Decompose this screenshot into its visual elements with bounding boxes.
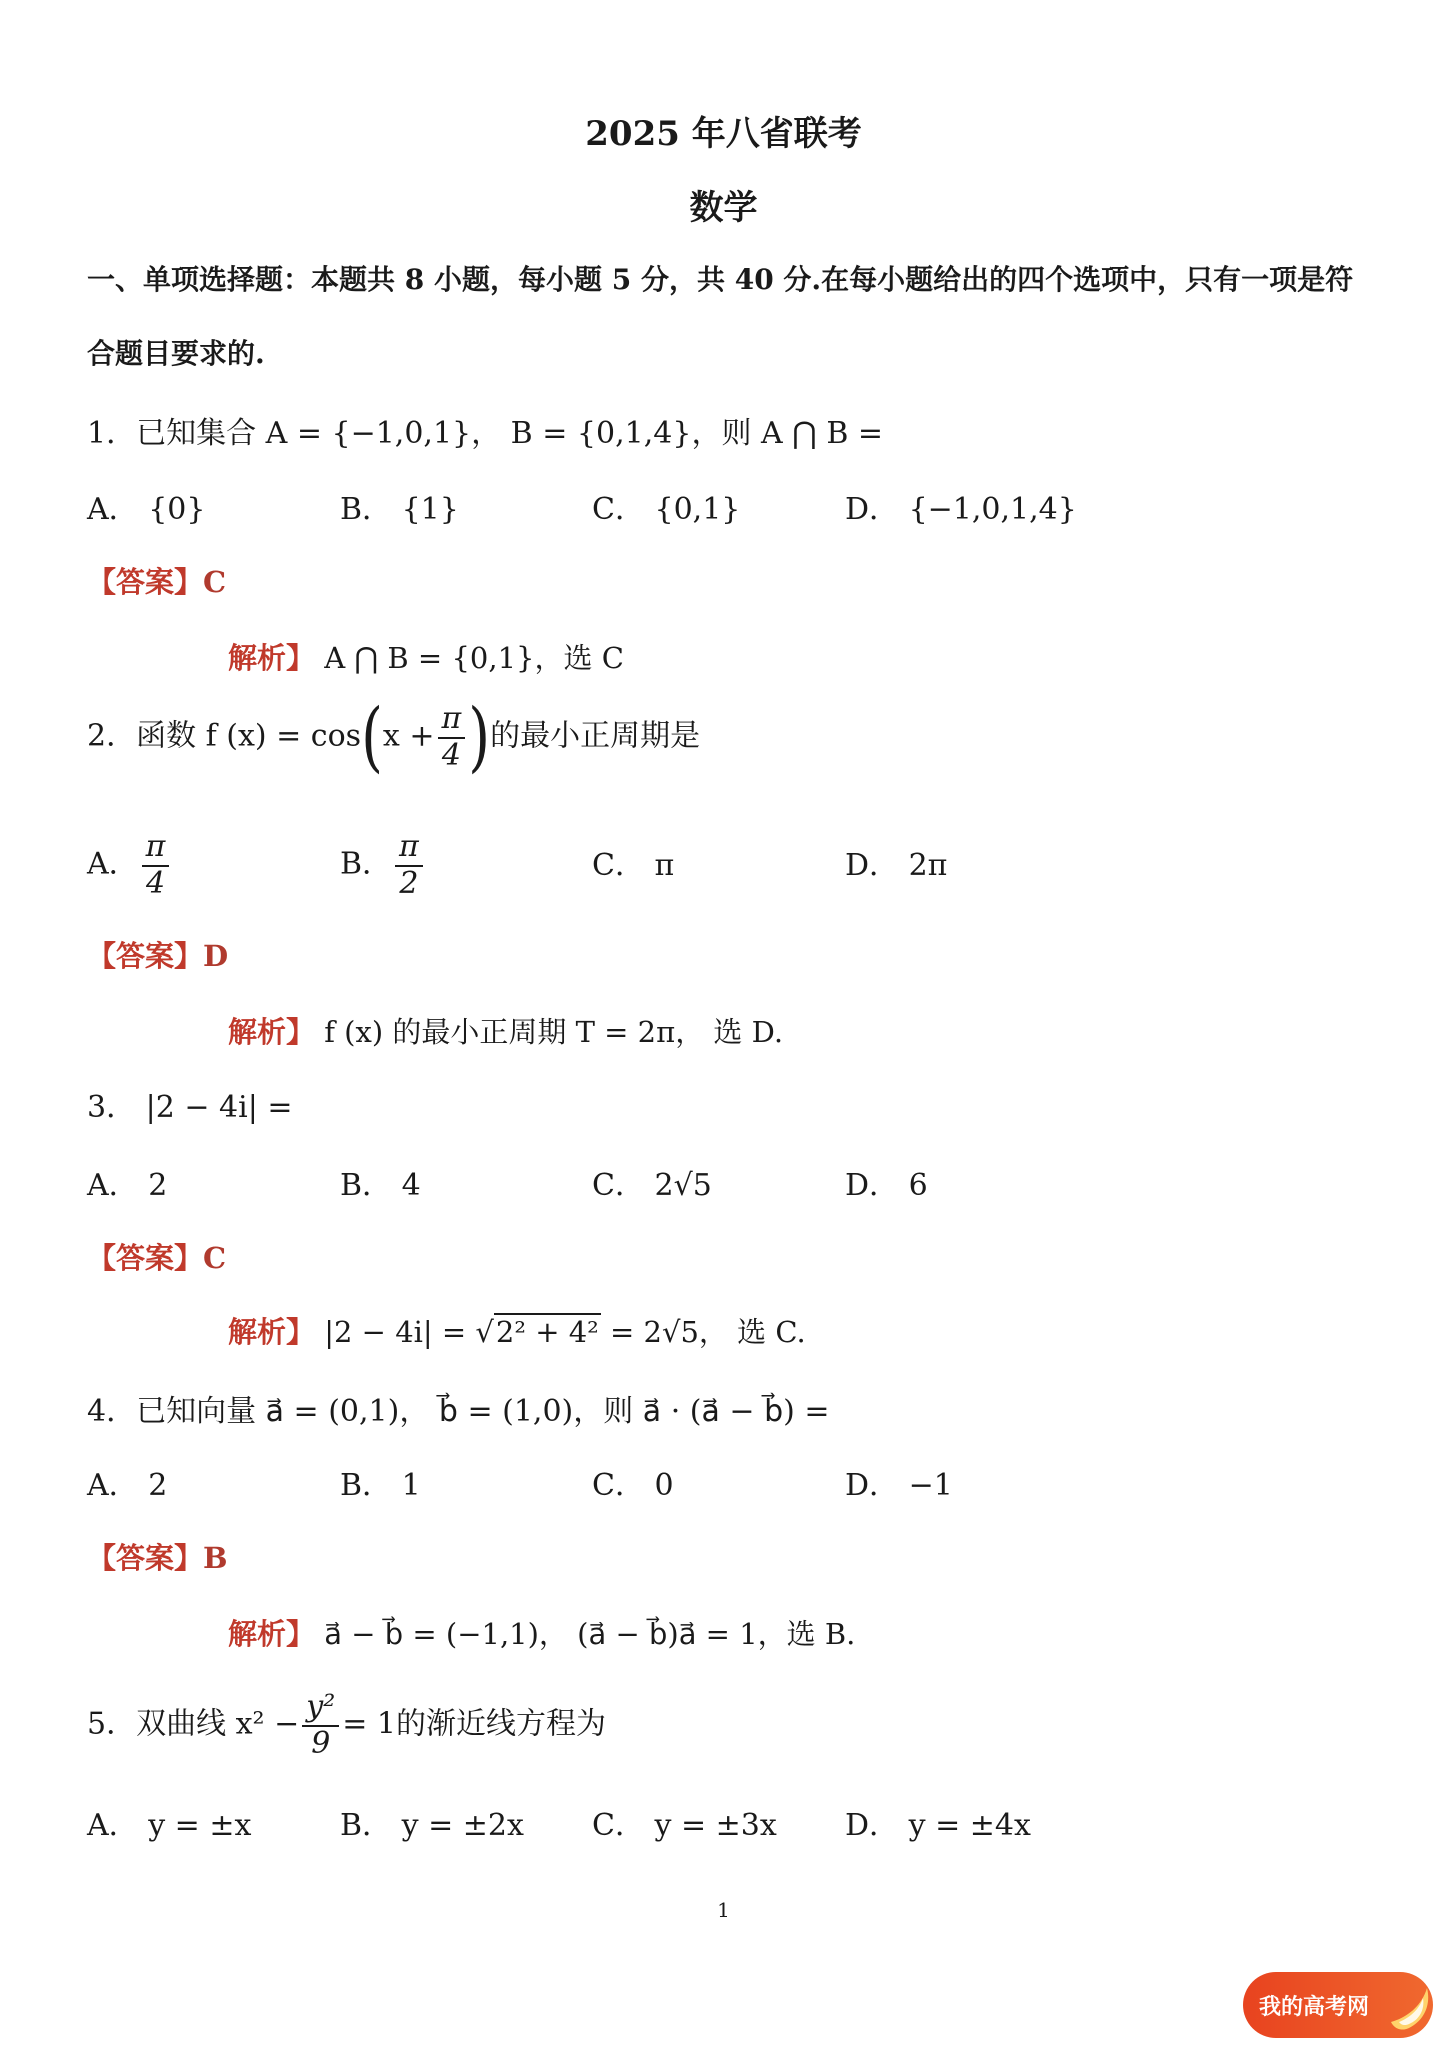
question-3-stem: 3． |2 − 4i| = <box>87 1090 293 1125</box>
question-2-option-d: D． 2π <box>845 848 948 883</box>
stem-inner: x + <box>382 718 435 754</box>
question-5-option-b: B． y = ±2x <box>340 1808 524 1843</box>
answer-value: C <box>203 565 227 599</box>
question-5-option-d: D． y = ±4x <box>845 1808 1031 1843</box>
document-subtitle: 数学 <box>689 188 758 228</box>
question-1-option-b: B． {1} <box>340 492 459 527</box>
question-1-option-a: A． {0} <box>87 492 206 527</box>
stem-prefix: 2．函数 f (x) = cos <box>87 718 362 754</box>
question-1-option-c: C． {0,1} <box>592 492 741 527</box>
document-title: 2025 年八省联考 <box>585 114 862 154</box>
question-4-option-d: D． −1 <box>845 1468 953 1503</box>
question-1-answer <box>87 560 226 601</box>
question-5-option-a: A． y = ±x <box>87 1808 252 1843</box>
page-number: 1 <box>717 1898 730 1922</box>
question-4-option-c: C． 0 <box>592 1468 674 1503</box>
site-logo[interactable] <box>1243 1972 1433 2038</box>
stem-suffix: 的最小正周期是 <box>490 718 701 754</box>
question-5-option-c: C． y = ±3x <box>592 1808 777 1843</box>
question-2-option-b: B． $\frac{\pi}{2}$ <box>340 830 426 901</box>
answer-label: 【答案】 <box>87 565 204 599</box>
logo-text: 我的高考网 <box>1259 1994 1370 2020</box>
question-1-stem: 1．已知集合 A = {−1,0,1}， B = {0,1,4}，则 A ⋂ B = <box>87 416 884 451</box>
fraction: $\frac{\pi}{4}$ <box>438 702 466 773</box>
question-3-option-c: C． 2√5 <box>592 1168 712 1203</box>
question-4-option-a: A． 2 <box>87 1468 168 1503</box>
section-heading-line2: 合题目要求的. <box>87 337 265 370</box>
question-3-analysis: 解析】 |2 − 4i| = √2² + 4² = 2√5， 选 C. <box>228 1315 806 1349</box>
question-1-option-d: D． {−1,0,1,4} <box>845 492 1077 527</box>
analysis-text: A ⋂ B = {0,1}，选 C <box>324 641 624 675</box>
question-3-option-b: B． 4 <box>340 1168 421 1203</box>
question-4-option-b: B． 1 <box>340 1468 421 1503</box>
section-heading-line1: 一、单项选择题：本题共 8 小题，每小题 5 分，共 40 分.在每小题给出的四个选项中，只有一项是符 <box>87 263 1354 296</box>
question-2-answer: 【答案】D <box>87 939 229 973</box>
question-2-option-c: C． π <box>592 848 675 883</box>
question-4-analysis: 解析】 a⃗ − b⃗ = (−1,1)， (a⃗ − b⃗)a⃗ = 1，选 B. <box>228 1617 856 1651</box>
question-3-option-d: D． 6 <box>845 1168 928 1203</box>
question-2-stem: 2．函数 f (x) = cos(x + $\frac{\pi}{4}$ )的最小正周期是 <box>87 693 701 782</box>
question-4-stem: 4．已知向量 a⃗ = (0,1)， b⃗ = (1,0)，则 a⃗ · (a⃗ − b⃗) = <box>87 1394 830 1429</box>
question-2-option-a: A． $\frac{\pi}{4}$ <box>87 830 172 901</box>
question-3-answer: 【答案】C <box>87 1241 227 1275</box>
flame-icon <box>1381 1978 1437 2034</box>
question-4-answer: 【答案】B <box>87 1541 228 1575</box>
question-3-option-a: A． 2 <box>87 1168 168 1203</box>
question-5-stem: 5．双曲线 x² − $\frac{\text{y²}}{9}$ = 1的渐近线方程为 <box>87 1689 606 1761</box>
question-1-analysis <box>228 636 624 677</box>
analysis-label: 解析】 <box>228 641 316 675</box>
question-2-analysis: 解析】 f (x) 的最小正周期 T = 2π， 选 D. <box>228 1015 784 1049</box>
